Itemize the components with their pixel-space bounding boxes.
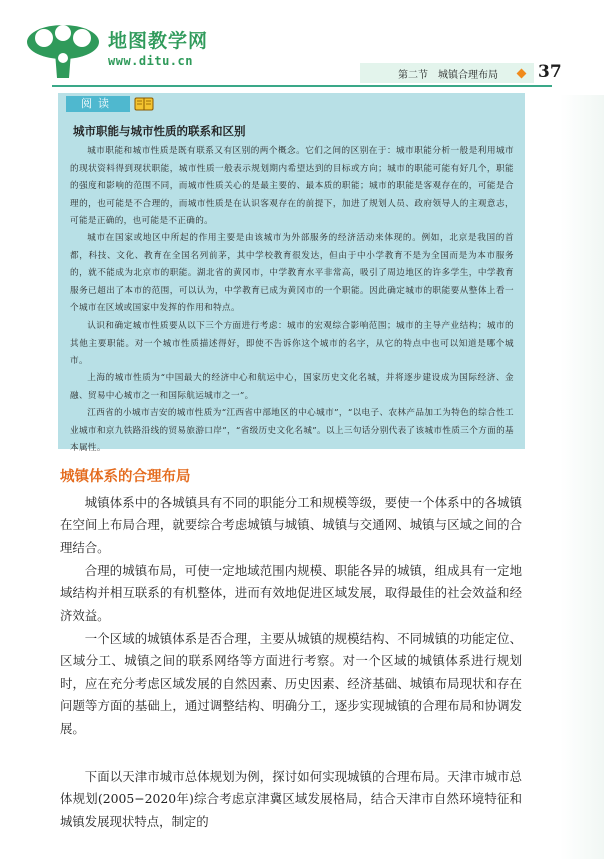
header-rule: [52, 85, 552, 87]
reading-heading: 城市职能与城市性质的联系和区别: [73, 124, 246, 138]
running-header-section: 第二节 城镇合理布局: [398, 70, 498, 81]
page-number: 37: [538, 62, 562, 82]
reading-tab: 阅读: [66, 96, 130, 112]
body-paragraph: 城镇体系中的各城镇具有不同的职能分工和规模等级，要使一个体系中的各城镇在空间上布局合理，就要综合考虑城镇与城镇、城镇与交通网、城镇与区域之间的合理结合。: [60, 495, 522, 555]
section-title: 城镇体系的合理布局: [60, 469, 191, 485]
reading-paragraph: 城市在国家或地区中所起的作用主要是由该城市为外部服务的经济活动来体现的。例如，北京是我国的首都，科技、文化、教育在全国名列前茅，其中学校教育很发达，但由于中小学教育不是为全国而是为本市服务的，就不能成为北京市的职能。湖北省的黄冈市，中学教育水平非常高，吸引了周边地区的许多学生，中学教育服务已超出了本市的范围，可以认为，中学教育已成为黄冈市的一个职能。因此确定城市的职能要从整体上看一个城市在区域或国家中发挥的作用和特点。: [70, 233, 514, 314]
reading-paragraph: 城市职能和城市性质是既有联系又有区别的两个概念。它们之间的区别在于：城市职能分析一般是利用城市的现状资料得到现状职能，城市性质一般表示规划期内希望达到的目标或方向；城市的职能可能有好几个，职能的强度和影响的范围不同，而城市性质关心的是最主要的、最本质的职能；城市的职能是客观存在的，可能是合理的，也可能是不合理的，而城市性质是在认识客观存在的前提下，加进了规划人员、政府领导人的主观意志，可能是正确的，也可能是不正确的。: [70, 146, 514, 227]
book-icon: [134, 97, 154, 111]
watermark-logo: [22, 22, 212, 82]
body-paragraph: 一个区域的城镇体系是否合理，主要从城镇的规模结构、不同城镇的功能定位、区域分工、城镇之间的联系网络等方面进行考察。对一个区域的城镇体系进行规划时，应在充分考虑区域发展的自然因素、历史因素、经济基础、城镇布局现状和存在问题等方面的基础上，通过调整结构、明确分工，逐步实现城镇的合理布局和协调发展。: [60, 631, 522, 736]
watermark-url: www.ditu.cn: [108, 54, 193, 68]
body-paragraph: 合理的城镇布局，可使一定地域范围内规模、职能各异的城镇，组成具有一定地域结构并相互联系的有机整体，进而有效地促进区域发展，取得最佳的社会效益和经济效益。: [60, 563, 522, 623]
reading-paragraph: 认识和确定城市性质要从以下三个方面进行考虑：城市的宏观综合影响范围；城市的主导产业结构；城市的其他主要职能。对一个城市性质描述得好，即使不告诉你这个城市的名字，从它的特点中也可以知道是哪个城市。: [70, 321, 514, 367]
reading-paragraph: 上海的城市性质为“中国最大的经济中心和航运中心，国家历史文化名城，并将逐步建设成为国际经济、金融、贸易中心城市之一和国际航运城市之一”。: [70, 373, 514, 401]
page-edge-shading: [560, 95, 604, 859]
tree-logo-icon: [22, 22, 104, 78]
reading-paragraph: 江西省的小城市吉安的城市性质为“江西省中部地区的中心城市”，“以电子、农林产品加工为特色的综合性工业城市和京九铁路沿线的贸易旅游口岸”，“省级历史文化名城”。以上三句话分别代表了该城市性质三个方面的基本属性。: [70, 408, 514, 454]
watermark-title: 地图教学网: [108, 30, 209, 52]
body-paragraph: 下面以天津市城市总体规划为例，探讨如何实现城镇的合理布局。天津市城市总体规划(2005−2020年)综合考虑京津冀区域发展格局，结合天津市自然环境特征和城镇发展现状特点，制定的: [60, 769, 522, 829]
